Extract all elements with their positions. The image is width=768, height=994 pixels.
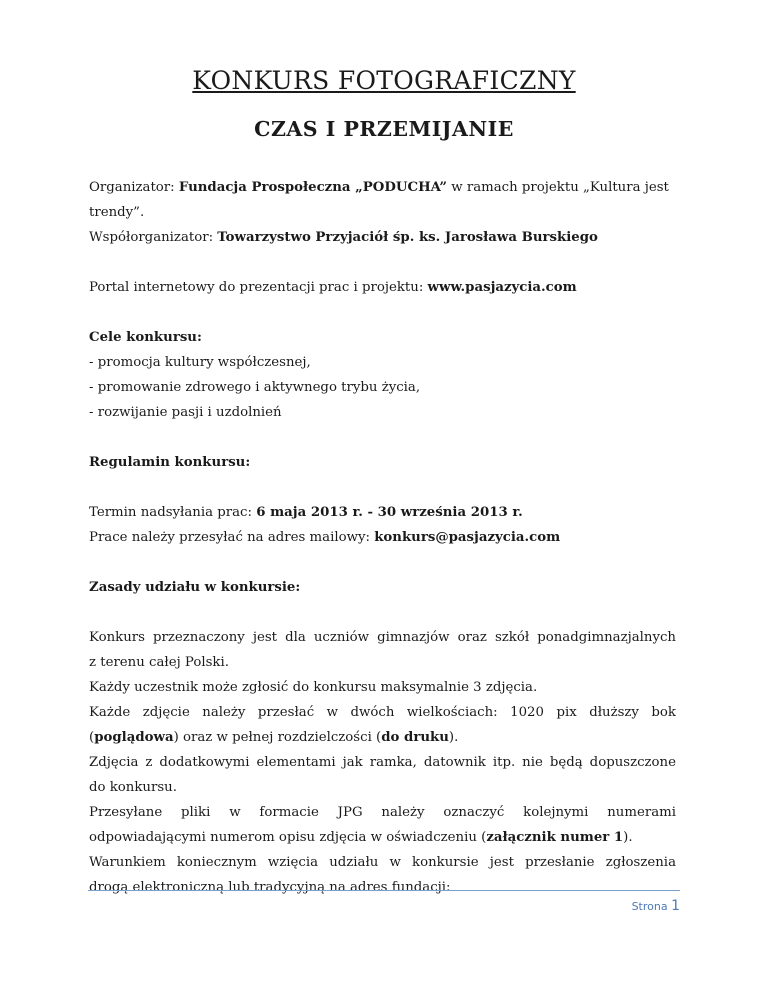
paragraph-line: z terenu całej Polski. [89,655,229,670]
paragraph-text: odpowiadającymi numerom opisu zdjęcia w oświadczeniu ( [89,830,487,845]
coorganizer-label: Współorganizator: [89,230,218,245]
paragraph-line: Zdjęcia z dodatkowymi elementami jak ramka, datownik itp. nie będą dopuszczone [89,755,676,770]
page-title: KONKURS FOTOGRAFICZNY [192,66,576,95]
coorganizer-line [89,225,676,250]
paragraph-text: ). [448,730,459,745]
organizer-name: Fundacja Prospołeczna „PODUCHA” [178,180,448,195]
organizer-line [89,175,676,200]
rules-heading: Regulamin konkursu: [89,455,251,470]
paragraph-line [89,725,676,750]
goals-heading: Cele konkursu: [89,330,202,345]
paragraph-line: Konkurs przeznaczony jest dla uczniów gimnazjów oraz szkół ponadgimnazjalnych [89,630,676,645]
deadline-value: 6 maja 2013 r. - 30 września 2013 r. [256,505,523,520]
portal-url: www.pasjazycia.com [427,280,577,295]
page-number: 1 [671,898,680,914]
goal-item: - rozwijanie pasji i uzdolnień [89,405,282,420]
paragraph-line: Każdy uczestnik może zgłosić do konkursu maksymalnie 3 zdjęcia. [89,680,538,695]
deadline-line [89,500,676,525]
paragraph-text: ). [623,830,633,845]
paragraph-line: Przesyłane pliki w formacie JPG należy oznaczyć kolejnymi numerami [89,805,676,820]
email-line [89,525,676,550]
email-value: konkurs@pasjazycia.com [374,530,561,545]
paragraph-line [89,825,676,850]
paragraph-bold: załącznik numer 1 [486,830,624,845]
portal-label: Portal internetowy do prezentacji prac i projektu: [89,280,428,295]
goal-item: - promocja kultury współczesnej, [89,355,311,370]
organizer-label: Organizator: [89,180,179,195]
page-footer [632,898,680,914]
document-body [89,175,676,900]
page-subtitle: CZAS I PRZEMIJANIE [254,117,514,141]
participation-heading: Zasady udziału w konkursie: [89,580,301,595]
paragraph-line: drogą elektroniczną lub tradycyjną na adres fundacji: [89,880,451,895]
deadline-label: Termin nadsyłania prac: [89,505,257,520]
goal-item: - promowanie zdrowego i aktywnego trybu życia, [89,380,421,395]
organizer-suffix: w ramach projektu „Kultura jest [447,180,669,195]
paragraph-line: do konkursu. [89,780,177,795]
portal-line [89,275,676,300]
coorganizer-name: Towarzystwo Przyjaciół śp. ks. Jarosława Burskiego [217,230,598,245]
paragraph-line: Warunkiem koniecznym wzięcia udziału w konkursie jest przesłanie zgłoszenia [89,855,676,870]
footer-divider [88,890,680,891]
email-label: Prace należy przesyłać na adres mailowy: [89,530,375,545]
paragraph-bold: poglądowa [94,730,174,745]
paragraph-bold: do druku [381,730,449,745]
paragraph-text: ( [89,730,95,745]
paragraph-text: ) oraz w pełnej rozdzielczości ( [173,730,382,745]
paragraph-line: Każde zdjęcie należy przesłać w dwóch wielkościach: 1020 pix dłuższy bok [89,705,676,720]
footer-label: Strona [631,900,672,913]
organizer-line-2: trendy”. [89,205,145,220]
